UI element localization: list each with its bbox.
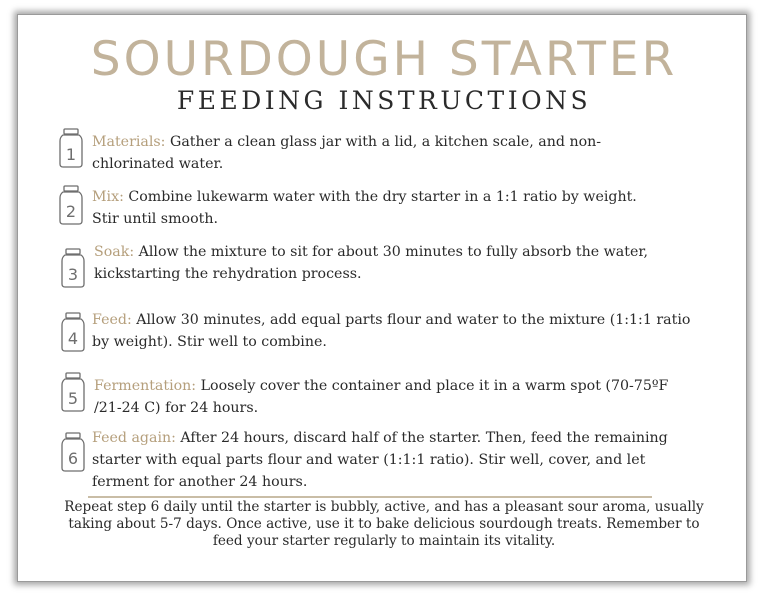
step-text-line: /21-24 C) for 24 hours. — [94, 400, 259, 416]
page-title: SOURDOUGH STARTER — [90, 32, 678, 87]
svg-text:2: 2 — [65, 202, 77, 221]
footer-note — [52, 499, 716, 550]
step-label: Feed: — [92, 312, 132, 328]
step-text-line: ferment for another 24 hours. — [92, 474, 308, 490]
footer-line: feed your starter regularly to maintain its vitality. — [212, 533, 556, 549]
footer-line: Repeat step 6 daily until the starter is bubbly, active, and has a pleasant sour aroma, usually — [64, 499, 704, 515]
step-text-line: Feed: Allow 30 minutes, add equal parts flour and water to the mixture (1:1:1 ratio — [92, 312, 691, 328]
step-text-line: starter with equal parts flour and water (1:1:1 ratio). Stir well, cover, and let — [92, 452, 646, 468]
footer-line: taking about 5-7 days. Once active, use it to bake delicious sourdough treats. Remember to — [68, 516, 700, 532]
step-label: Mix: — [92, 189, 124, 205]
svg-text:3: 3 — [67, 265, 79, 284]
svg-text:4: 4 — [67, 329, 79, 348]
step-text-line: Stir until smooth. — [92, 211, 218, 227]
mason-jar-icon — [58, 185, 84, 225]
mason-jar-icon — [60, 312, 86, 352]
step-label: Feed again: — [92, 430, 176, 446]
page-subtitle: FEEDING INSTRUCTIONS — [176, 86, 592, 115]
step-text-line: Mix: Combine lukewarm water with the dry starter in a 1:1 ratio by weight. — [92, 189, 637, 205]
step-text-line: Feed again: After 24 hours, discard half of the starter. Then, feed the remaining — [92, 430, 668, 446]
mason-jar-icon — [60, 372, 86, 412]
divider — [88, 496, 652, 498]
step-text-line: Fermentation: Loosely cover the container and place it in a warm spot (70-75ºF — [94, 378, 669, 394]
svg-text:6: 6 — [67, 449, 79, 468]
svg-text:1: 1 — [65, 145, 77, 164]
step-label: Soak: — [94, 244, 135, 260]
step-text-line: chlorinated water. — [92, 156, 224, 172]
mason-jar-icon — [60, 432, 86, 472]
mason-jar-icon — [58, 128, 84, 168]
step-label: Materials: — [92, 134, 166, 150]
mason-jar-icon — [60, 248, 86, 288]
step-text-line: Soak: Allow the mixture to sit for about 30 minutes to fully absorb the water, — [94, 244, 649, 260]
step-text-line: kickstarting the rehydration process. — [94, 266, 362, 282]
step-text-line: by weight). Stir well to combine. — [92, 334, 327, 350]
svg-text:5: 5 — [67, 389, 79, 408]
step-label: Fermentation: — [94, 378, 197, 394]
step-text-line: Materials: Gather a clean glass jar with a lid, a kitchen scale, and non- — [92, 134, 602, 150]
